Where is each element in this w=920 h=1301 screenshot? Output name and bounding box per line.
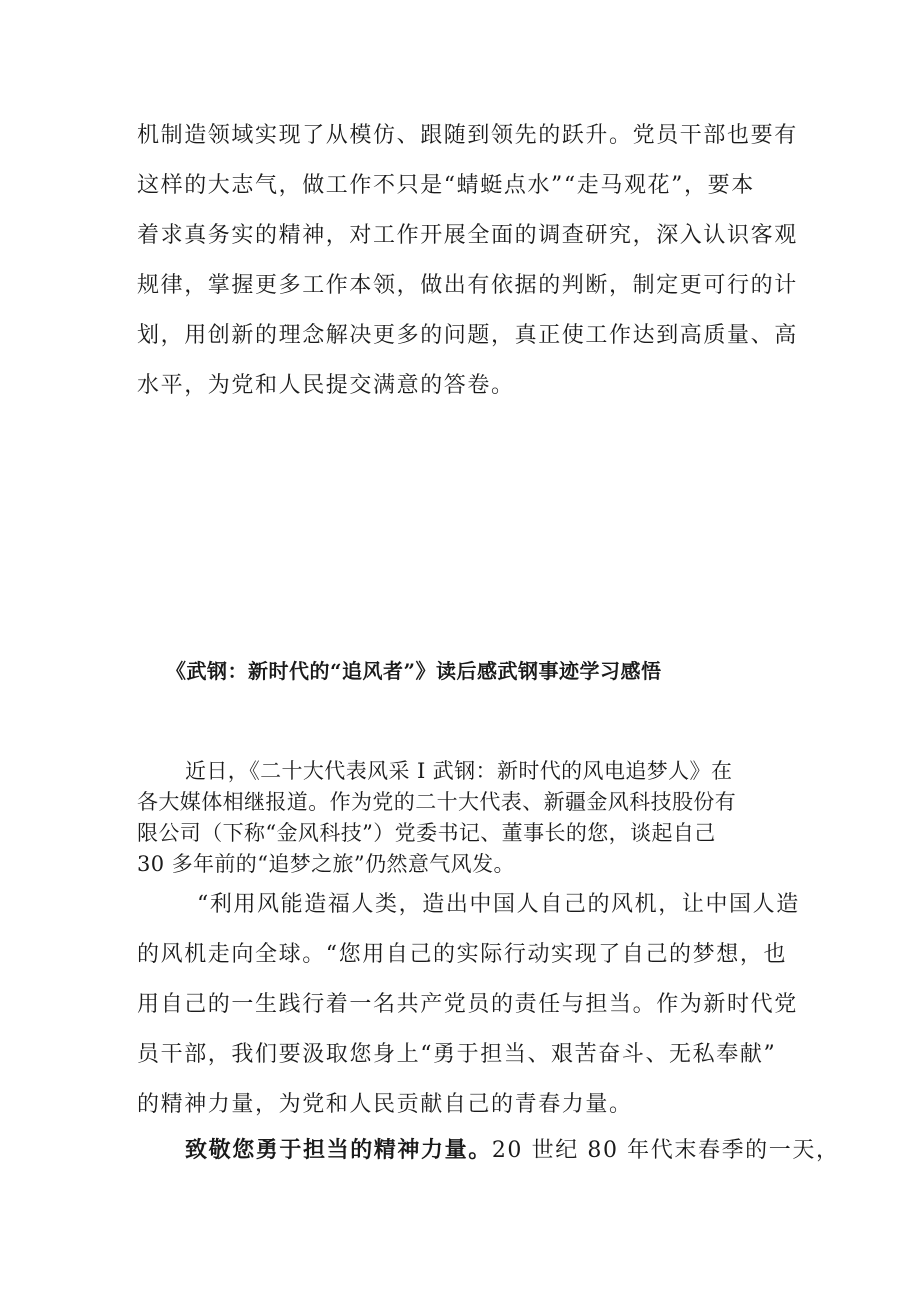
text-line: 30 多年前的“追梦之旅”仍然意气风发。 (137, 852, 515, 876)
text-line: 水平，为党和人民提交满意的答卷。 (137, 373, 515, 398)
text-line: 的精神力量，为党和人民贡献自己的青春力量。 (137, 1092, 633, 1117)
article-title: 《武钢：新时代的“追风者”》读后感武钢事迹学习感悟 (166, 659, 662, 683)
text-line: 员干部，我们要汲取您身上“勇于担当、艰苦奋斗、无私奉献” (137, 1042, 777, 1067)
text-line: 划，用创新的理念解决更多的问题，真正使工作达到高质量、高 (137, 323, 798, 348)
text-line: 用自己的一生践行着一名共产党员的责任与担当。作为新时代党 (137, 992, 798, 1017)
text-line: 各大媒体相继报道。作为党的二十大代表、新疆金风科技股份有 (137, 790, 737, 814)
sentence-continuation: 20 世纪 80 年代末春季的一天， (491, 1138, 840, 1163)
text-line: 着求真务实的精神，对工作开展全面的调查研究，深入认识客观 (137, 223, 798, 248)
text-line: 机制造领域实现了从模仿、跟随到领先的跃升。党员干部也要有 (137, 123, 798, 148)
text-line: 近日，《二十大代表风采 I 武钢：新时代的风电追梦人》在 (185, 759, 733, 783)
text-line: 规律，掌握更多工作本领，做出有依据的判断，制定更可行的计 (137, 273, 798, 298)
text-line: 的风机走向全球。“您用自己的实际行动实现了自己的梦想，也 (137, 942, 788, 967)
text-line: “利用风能造福人类，造出中国人自己的风机，让中国人造 (197, 892, 800, 917)
bold-lead-sentence: 致敬您勇于担当的精神力量。 (185, 1137, 492, 1163)
text-line: 这样的大志气，做工作不只是“蜻蜓点水”“走马观花”，要本 (137, 173, 755, 198)
text-line (185, 1133, 840, 1164)
text-line: 限公司（下称“金风科技”）党委书记、董事长的您，谈起自己 (137, 821, 716, 845)
